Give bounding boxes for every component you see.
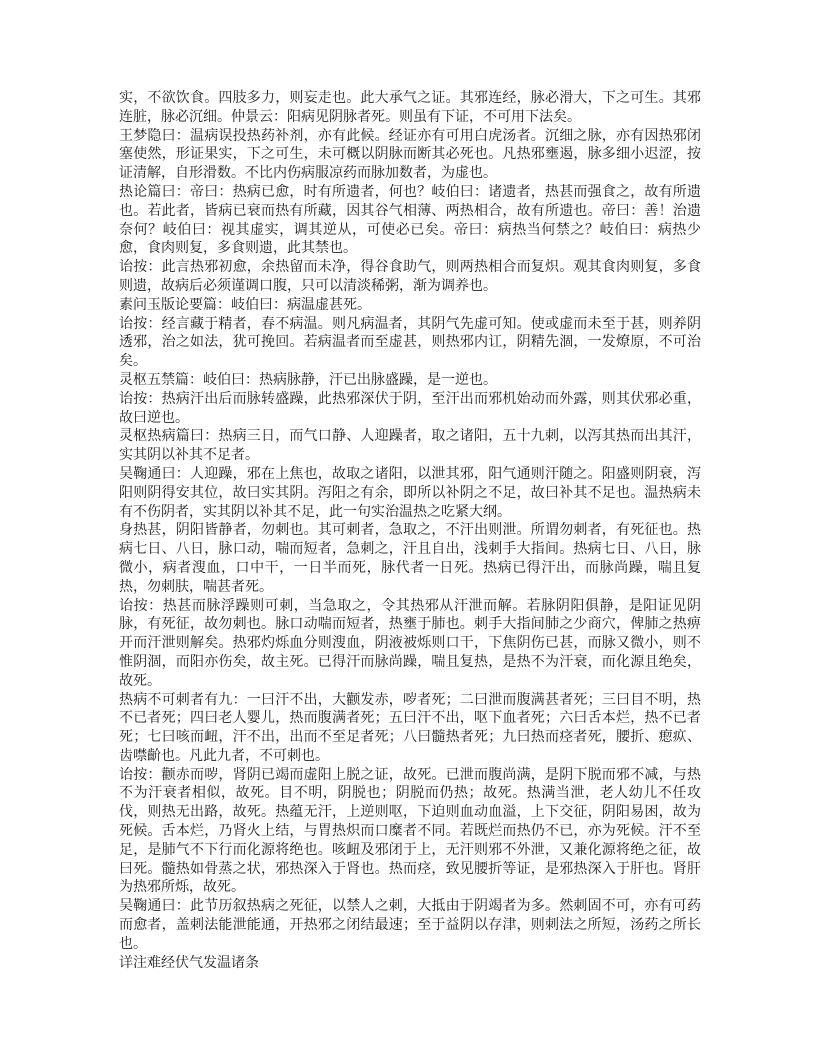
relunpian-quote: 热论篇曰：帝曰：热病已愈，时有所遗者，何也？岐伯曰：诸遗者，热甚而强食之，故有所遗也。若此者，皆病已衰而热有所藏，因其谷气相薄、两热相合，故有所遗也。帝曰：善！治遗奈何？岐伯曰：视其虚实，调其逆从，可使必已矣。帝曰：病热当何禁之？岐伯曰：病热少愈，食肉则复，多食则遗，此其禁也。 [119,184,701,257]
liu-note-2: 诒按：经言藏于精者，春不病温。则凡病温者，其阴气先虚可知。使或虚而未至于甚，则养阴透邪，治之如法，犹可挽回。若病温者而至虚甚，则热邪内讧，阴精先涸，一发燎原，不可治矣。 [119,316,701,370]
continuation-paragraph: 实，不欲饮食。四肢多力，则妄走也。此大承气之证。其邪连经，脉必滑大，下之可生。其邪连脏，脉必沉细。仲景云：阳病见阴脉者死。则虽有下证，不可用下法矣。 [119,91,701,125]
liu-note-3: 诒按：热病汗出后而脉转盛躁，此热邪深伏于阴，至汗出而邪机始动而外露，则其伏邪必重，故曰逆也。 [119,391,701,426]
text-block [119,90,701,973]
wang-mengyin-commentary: 王梦隐曰：温病误投热药补剂，亦有此候。经证亦有可用白虎汤者。沉细之脉，亦有因热邪闭塞使然，形证果实，下之可生，未可概以阴脉而断其必死也。凡热邪壅遏，脉多细小迟涩，按证清解，自形滑数。不比内伤病服凉药而脉加数者，为虚也。 [119,128,701,182]
wu-jutong-commentary-2: 吴鞠通曰：此节历叙热病之死征，以禁人之刺，大抵由于阴竭者为多。然刺固不可，亦有可药而愈者，盖刺法能泄能通，开热邪之闭结最速；至于益阴以存津，则刺法之所短，汤药之所长也。 [119,899,701,952]
lingshu-wujin-quote: 灵枢五禁篇：岐伯曰：热病脉静，汗已出脉盛躁，是一逆也。 [119,372,497,388]
liu-note-1: 诒按：此言热邪初愈，余热留而未净，得谷食助气，则两热相合而复炽。观其食肉则复，多食则遗，故病后必须谨调口腹，只可以清淡稀粥，渐为调养也。 [119,260,701,294]
lingshu-rebing-quote-2: 身热甚，阴阳皆静者，勿刺也。其可刺者，急取之，不汗出则泄。所谓勿刺者，有死征也。热病七日、八日，脉口动，喘而短者，急刺之，汗且自出，浅刺手大指间。热病七日、八日，脉微小，病者溲血，口中干，一日半而死，脉代者一日死。热病已得汗出，而脉尚躁，喘且复热，勿刺肤，喘甚者死。 [119,523,701,595]
nine-deadly-signs-quote: 热病不可刺者有九：一曰汗不出，大颧发赤，哕者死；二曰泄而腹满甚者死；三曰目不明，热不已者死；四曰老人婴儿，热而腹满者死；五曰汗不出，呕下血者死；六曰舌本烂，热不已者死；七曰咳而衄，汗不出，出而不至足者死；八曰髓热者死；九曰热而痉者死，腰折、瘛疭、齿噤齘也。凡此九者，不可刺也。 [119,692,701,764]
liu-note-5: 诒按：颧赤而哕，肾阴已竭而虚阳上脱之证，故死。已泄而腹尚满，是阴下脱而邪不减，与热不为汗衰者相似，故死。目不明，阴脱也；阴脱而仍热；故死。热满当泄，老人幼儿不任攻伐，则热无出路，故死。热蕴无汗，上逆则呕，下迫则血动血溢，上下交征，阴阳易困，故为死候。舌本烂，乃肾火上结，与胃热炽而口糜者不同。若既烂而热仍不已，亦为死候。汗不至足，是肺气不下行而化源将绝也。咳衄及邪闭于上，无汗则邪不外泄，又兼化源将绝之征，故曰死。髓热如骨蒸之状，邪热深入于肾也。热而痉，致见腰折等证，是邪热深入于肝也。肾肝为热邪所烁，故死。 [119,767,701,896]
wu-jutong-commentary-1: 吴鞠通曰：人迎躁，邪在上焦也，故取之诸阳，以泄其邪，阳气通则汗随之。阳盛则阴衰，泻阳则阴得安其位，故曰实其阴。泻阳之有余，即所以补阴之不足，故曰补其不足也。温热病未有不伤阴者，实其阴以补其不足，此一句实治温热之吃紧大纲。 [119,466,701,520]
section-heading: 详注难经伏气发温诸条 [119,955,259,971]
lingshu-rebing-quote: 灵枢热病篇曰：热病三日，而气口静、人迎躁者，取之诸阳，五十九刺，以泻其热而出其汗，实其阴以补其不足者。 [119,429,701,464]
liu-note-4: 诒按：热甚而脉浮躁则可刺，当急取之，令其热邪从汗泄而解。若脉阴阳俱静，是阳证见阴脉，有死征，故勿刺也。脉口动喘而短者，热壅于肺也。刺手大指间肺之少商穴，俾肺之热痹开而汗泄则解矣。热邪灼烁血分则溲血，阴液被烁则口干，下焦阴伤已甚，而脉又微小，则不惟阴涸，而阳亦伤矣，故主死。已得汗而脉尚躁，喘且复热，是热不为汗衰，而化源且绝矣，故死。 [119,598,701,689]
suwen-yuban-quote: 素问玉版论要篇：岐伯曰：病温虚甚死。 [119,297,371,313]
